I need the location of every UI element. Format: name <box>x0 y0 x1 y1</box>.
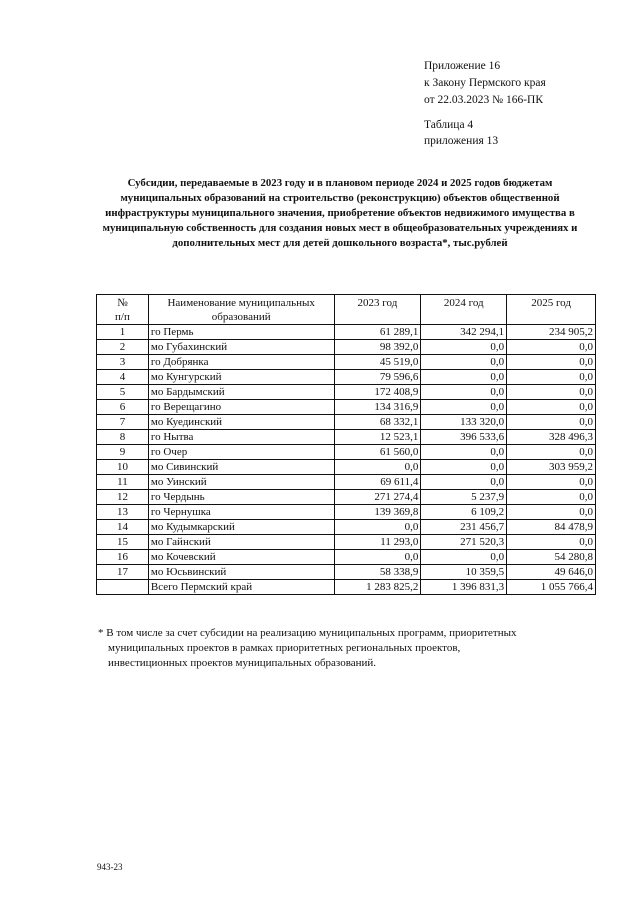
total-2024-value: 1 396 831,3 <box>421 580 507 595</box>
row-number: 9 <box>97 445 149 460</box>
row-number: 7 <box>97 415 149 430</box>
col-number-line1: № <box>117 297 128 309</box>
table-row <box>97 475 596 490</box>
row-municipality: мо Губахинский <box>148 340 334 355</box>
col-name-line1: Наименование муниципальных <box>167 297 315 309</box>
row-2025-value: 0,0 <box>507 505 596 520</box>
table-row <box>97 430 596 445</box>
table-row <box>97 460 596 475</box>
total-label: Всего Пермский край <box>148 580 334 595</box>
row-municipality: го Пермь <box>148 325 334 340</box>
col-name-line2: образований <box>211 311 271 323</box>
table-number: Таблица 4 <box>424 119 474 131</box>
row-2024-value: 0,0 <box>421 385 507 400</box>
row-2024-value: 5 237,9 <box>421 490 507 505</box>
row-2023-value: 12 523,1 <box>334 430 421 445</box>
col-number-header <box>97 295 149 325</box>
appendix-number: Приложение 16 <box>424 60 501 72</box>
row-2025-value: 303 959,2 <box>507 460 596 475</box>
footnote-line1: * В том числе за счет субсидии на реализацию муниципальных программ, приоритетных <box>98 627 517 639</box>
row-number: 5 <box>97 385 149 400</box>
row-municipality: мо Кочевский <box>148 550 334 565</box>
row-number: 14 <box>97 520 149 535</box>
row-municipality: мо Уинский <box>148 475 334 490</box>
table-row <box>97 415 596 430</box>
row-2023-value: 0,0 <box>334 460 421 475</box>
row-2025-value: 0,0 <box>507 400 596 415</box>
row-2024-value: 271 520,3 <box>421 535 507 550</box>
row-2023-value: 79 596,6 <box>334 370 421 385</box>
row-2025-value: 0,0 <box>507 415 596 430</box>
table-body <box>97 325 596 595</box>
row-2024-value: 0,0 <box>421 475 507 490</box>
row-municipality: мо Сивинский <box>148 460 334 475</box>
row-2023-value: 271 274,4 <box>334 490 421 505</box>
row-number: 10 <box>97 460 149 475</box>
row-2023-value: 45 519,0 <box>334 355 421 370</box>
row-2024-value: 6 109,2 <box>421 505 507 520</box>
row-2023-value: 58 338,9 <box>334 565 421 580</box>
row-number: 17 <box>97 565 149 580</box>
row-2025-value: 0,0 <box>507 385 596 400</box>
row-municipality: го Нытва <box>148 430 334 445</box>
appendix-law: к Закону Пермского края <box>424 77 546 89</box>
footnote-line3: инвестиционных проектов муниципальных образований. <box>108 657 377 669</box>
table-row <box>97 535 596 550</box>
row-number: 4 <box>97 370 149 385</box>
row-municipality: мо Юсьвинский <box>148 565 334 580</box>
row-municipality: го Добрянка <box>148 355 334 370</box>
row-2024-value: 231 456,7 <box>421 520 507 535</box>
col-number-line2: п/п <box>115 311 130 323</box>
footnote <box>98 626 578 671</box>
table-row <box>97 520 596 535</box>
row-2024-value: 0,0 <box>421 445 507 460</box>
row-2023-value: 172 408,9 <box>334 385 421 400</box>
row-2025-value: 0,0 <box>507 445 596 460</box>
table-row <box>97 550 596 565</box>
row-number: 1 <box>97 325 149 340</box>
row-2023-value: 68 332,1 <box>334 415 421 430</box>
row-2023-value: 134 316,9 <box>334 400 421 415</box>
row-number: 6 <box>97 400 149 415</box>
row-municipality: го Чердынь <box>148 490 334 505</box>
table-row <box>97 490 596 505</box>
table-row <box>97 340 596 355</box>
table-reference <box>424 117 498 149</box>
row-2023-value: 69 611,4 <box>334 475 421 490</box>
row-number: 11 <box>97 475 149 490</box>
row-2024-value: 0,0 <box>421 400 507 415</box>
row-2025-value: 0,0 <box>507 475 596 490</box>
table-row <box>97 355 596 370</box>
row-2025-value: 328 496,3 <box>507 430 596 445</box>
row-2023-value: 0,0 <box>334 520 421 535</box>
table-row <box>97 370 596 385</box>
appendix-date: от 22.03.2023 № 166-ПК <box>424 94 544 106</box>
row-2025-value: 0,0 <box>507 490 596 505</box>
row-municipality: мо Бардымский <box>148 385 334 400</box>
table-appendix: приложения 13 <box>424 135 499 147</box>
row-2025-value: 0,0 <box>507 340 596 355</box>
table-row <box>97 445 596 460</box>
col-2023-header: 2023 год <box>334 295 421 325</box>
row-2024-value: 0,0 <box>421 550 507 565</box>
table-total-row <box>97 580 596 595</box>
row-2024-value: 396 533,6 <box>421 430 507 445</box>
row-number: 15 <box>97 535 149 550</box>
row-2023-value: 98 392,0 <box>334 340 421 355</box>
col-2025-header: 2025 год <box>507 295 596 325</box>
row-2025-value: 54 280,8 <box>507 550 596 565</box>
row-2024-value: 0,0 <box>421 355 507 370</box>
row-number: 2 <box>97 340 149 355</box>
row-2024-value: 0,0 <box>421 370 507 385</box>
row-2024-value: 0,0 <box>421 460 507 475</box>
footnote-line2: муниципальных проектов в рамках приоритетных региональных проектов, <box>108 642 461 654</box>
col-name-header <box>148 295 334 325</box>
row-municipality: го Чернушка <box>148 505 334 520</box>
row-2024-value: 10 359,5 <box>421 565 507 580</box>
row-2023-value: 61 289,1 <box>334 325 421 340</box>
row-2023-value: 139 369,8 <box>334 505 421 520</box>
row-municipality: го Верещагино <box>148 400 334 415</box>
row-2024-value: 133 320,0 <box>421 415 507 430</box>
table-row <box>97 565 596 580</box>
col-2024-header: 2024 год <box>421 295 507 325</box>
table-row <box>97 385 596 400</box>
table-header-row <box>97 295 596 325</box>
row-municipality: мо Кунгурский <box>148 370 334 385</box>
total-2023-value: 1 283 825,2 <box>334 580 421 595</box>
total-number-cell <box>97 580 149 595</box>
row-2025-value: 84 478,9 <box>507 520 596 535</box>
row-2025-value: 0,0 <box>507 355 596 370</box>
row-municipality: мо Куединский <box>148 415 334 430</box>
row-municipality: го Очер <box>148 445 334 460</box>
row-2024-value: 342 294,1 <box>421 325 507 340</box>
row-number: 8 <box>97 430 149 445</box>
row-number: 13 <box>97 505 149 520</box>
row-2025-value: 234 905,2 <box>507 325 596 340</box>
table-row <box>97 505 596 520</box>
row-2023-value: 0,0 <box>334 550 421 565</box>
table-row <box>97 325 596 340</box>
row-2023-value: 61 560,0 <box>334 445 421 460</box>
row-2023-value: 11 293,0 <box>334 535 421 550</box>
row-number: 16 <box>97 550 149 565</box>
total-2025-value: 1 055 766,4 <box>507 580 596 595</box>
row-2025-value: 49 646,0 <box>507 565 596 580</box>
page-identifier: 943-23 <box>97 862 123 872</box>
document-title: Субсидии, передаваемые в 2023 году и в плановом периоде 2024 и 2025 годов бюджетам муниципальных образований на строительство (реконструкцию) объектов общественной инфраструктуры муниципального значения, приобретение объектов недвижимого имущества в муниципальную собственность для создания новых мест в общеобразовательных учреждениях и дополнительных мест для детей дошкольного возраста*, тыс.рублей <box>102 177 578 249</box>
row-2024-value: 0,0 <box>421 340 507 355</box>
row-number: 12 <box>97 490 149 505</box>
row-municipality: мо Гайнский <box>148 535 334 550</box>
row-municipality: мо Кудымкарский <box>148 520 334 535</box>
table-row <box>97 400 596 415</box>
subsidies-table <box>96 294 596 595</box>
row-2025-value: 0,0 <box>507 370 596 385</box>
appendix-header <box>424 58 546 109</box>
row-number: 3 <box>97 355 149 370</box>
row-2025-value: 0,0 <box>507 535 596 550</box>
